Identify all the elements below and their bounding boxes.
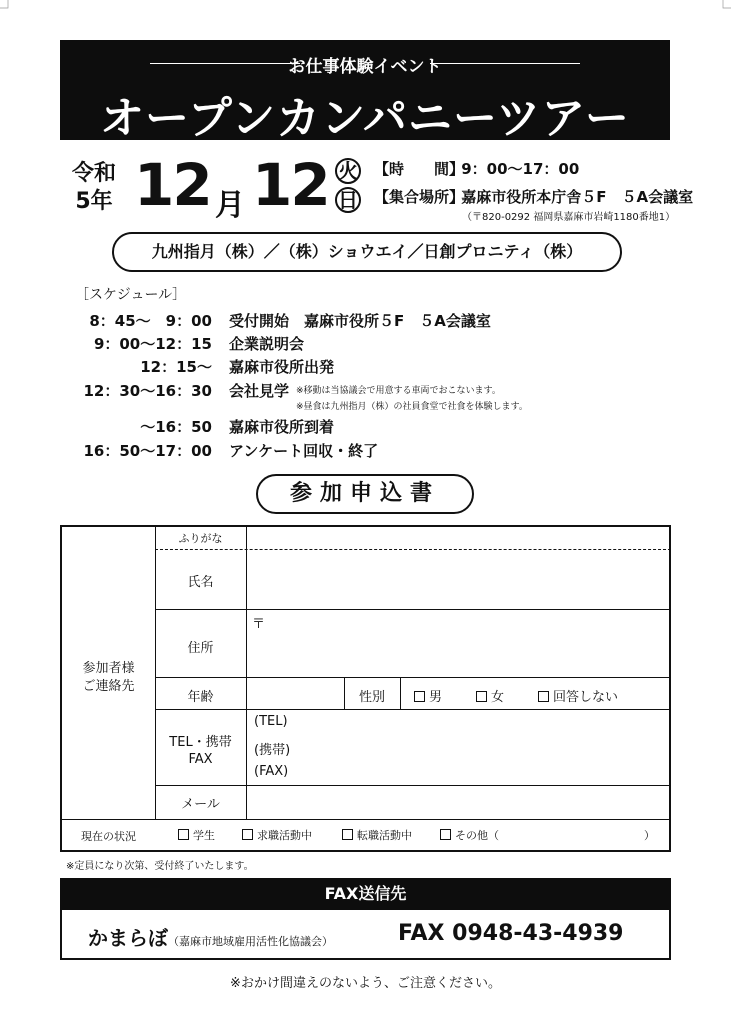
gender-option-label: 男 <box>429 690 443 705</box>
furigana-input[interactable] <box>247 527 671 549</box>
fax-number: FAX 0948-43-4939 <box>398 921 624 946</box>
tel-label-line2: FAX <box>188 752 213 767</box>
divider <box>62 819 671 820</box>
schedule-desc: 嘉麻市役所到着 <box>229 418 335 436</box>
schedule-note-lunch: ※昼食は九州指月（株）の社員食堂で社食を体験します。 <box>296 402 528 412</box>
divider <box>155 677 671 678</box>
schedule-desc: 受付開始 嘉麻市役所５F ５A会議室 <box>229 312 491 330</box>
gender-label: 性別 <box>358 690 385 705</box>
status-other-close: ） <box>644 829 655 842</box>
fax-heading: FAX送信先 <box>60 878 671 910</box>
schedule-time: 12：15〜 <box>140 358 257 376</box>
status-option-career-change[interactable] <box>342 827 412 843</box>
gender-option-no-answer[interactable] <box>538 686 618 705</box>
tel-input[interactable]: (TEL) <box>254 714 288 729</box>
day-of-week-top: 火 <box>335 158 361 184</box>
status-option-label: 求職活動中 <box>257 829 312 842</box>
fax-organization <box>88 922 333 951</box>
tel-label-line1: TEL・携帯 <box>169 735 232 750</box>
place-value: 嘉麻市役所本庁舎５F ５A会議室 <box>461 188 694 206</box>
age-input[interactable] <box>247 678 344 709</box>
gender-option-female[interactable] <box>476 686 504 705</box>
event-title: オープンカンパニーツアー <box>100 93 630 144</box>
status-option-label: 学生 <box>193 829 215 842</box>
time-info <box>374 158 579 179</box>
application-title: 参加申込書 <box>256 474 474 514</box>
crop-mark-top-right <box>721 0 731 10</box>
place-info <box>374 186 693 207</box>
status-label: 現在の状況 <box>81 830 136 843</box>
application-form <box>60 525 671 852</box>
crop-mark-top-left <box>0 0 10 10</box>
divider <box>155 709 671 710</box>
era-name: 令和 <box>72 161 117 186</box>
time-value: 9：00〜17：00 <box>461 160 580 178</box>
checkbox-icon[interactable] <box>178 829 189 840</box>
checkbox-icon[interactable] <box>538 691 549 702</box>
place-address: （〒820-0292 福岡県嘉麻市岩崎1180番地1） <box>462 212 676 223</box>
status-option-label: その他（ <box>455 829 499 842</box>
companies-banner: 九州指月（株）／（株）ショウエイ／日創プロニティ（株） <box>112 232 622 272</box>
participant-label-line1: 参加者様 <box>82 661 135 676</box>
fax-org-sub: （嘉麻市地域雇用活性化協議会） <box>168 935 333 948</box>
name-input[interactable] <box>247 550 671 609</box>
status-option-label: 転職活動中 <box>357 829 412 842</box>
address-input[interactable] <box>247 610 671 677</box>
capacity-note: ※定員になり次第、受付終了いたします。 <box>66 861 254 872</box>
era-year <box>72 160 116 216</box>
schedule-time: 8：45〜 9：00 <box>89 312 212 330</box>
checkbox-icon[interactable] <box>414 691 425 702</box>
fax-destination <box>60 910 671 960</box>
fax-input[interactable]: (FAX) <box>254 764 289 779</box>
checkbox-icon[interactable] <box>342 829 353 840</box>
date-month: 12 <box>134 151 211 219</box>
schedule-time: 〜16：50 <box>140 418 212 436</box>
place-label: 【集合場所】 <box>374 188 465 206</box>
bottom-note: ※おかけ間違えのないよう、ご注意ください。 <box>230 976 501 991</box>
mail-label: メール <box>181 797 220 812</box>
gender-option-label: 回答しない <box>553 690 619 705</box>
age-label: 年齢 <box>187 690 214 705</box>
participant-contact-label <box>62 660 155 696</box>
checkbox-icon[interactable] <box>242 829 253 840</box>
checkbox-icon[interactable] <box>476 691 487 702</box>
schedule-note-transport: ※移動は当協議会で用意する車両でおこないます。 <box>296 386 501 396</box>
schedule-desc: 嘉麻市役所出発 <box>229 358 335 376</box>
status-option-job-seeking[interactable] <box>242 827 312 843</box>
date-month-kanji: 月 <box>215 188 245 223</box>
status-option-other[interactable] <box>440 827 499 843</box>
era-year-number: 5年 <box>75 189 113 214</box>
mail-input[interactable] <box>247 786 671 819</box>
schedule-time: 9：00〜12：15 <box>93 335 212 353</box>
checkbox-icon[interactable] <box>440 829 451 840</box>
time-label: 【時 間】 <box>374 160 465 178</box>
name-label: 氏名 <box>187 575 214 590</box>
tel-label <box>155 734 246 768</box>
schedule-desc: 企業説明会 <box>229 335 305 353</box>
gender-option-male[interactable] <box>414 686 442 705</box>
event-header <box>60 40 670 144</box>
furigana-label: ふりがな <box>178 532 223 545</box>
date-day: 12 <box>252 151 329 219</box>
status-option-student[interactable] <box>178 827 215 843</box>
divider <box>400 677 401 709</box>
event-subtitle: お仕事体験イベント <box>288 57 442 77</box>
address-label: 住所 <box>187 641 214 656</box>
schedule-time: 16：50〜17：00 <box>83 442 212 460</box>
schedule-desc: 会社見学 <box>229 382 290 400</box>
schedule-title: ［スケジュール］ <box>75 287 187 303</box>
schedule-time: 12：30〜16：30 <box>83 382 212 400</box>
day-of-week <box>333 158 363 213</box>
mobile-input[interactable]: (携帯) <box>254 743 291 758</box>
fax-org-name: かまらぼ <box>88 926 168 950</box>
gender-option-label: 女 <box>491 690 505 705</box>
postal-mark: 〒 <box>252 617 266 632</box>
schedule-desc: アンケート回収・終了 <box>229 442 379 460</box>
participant-label-line2: ご連絡先 <box>82 679 135 694</box>
day-of-week-bottom: 日 <box>335 187 361 213</box>
